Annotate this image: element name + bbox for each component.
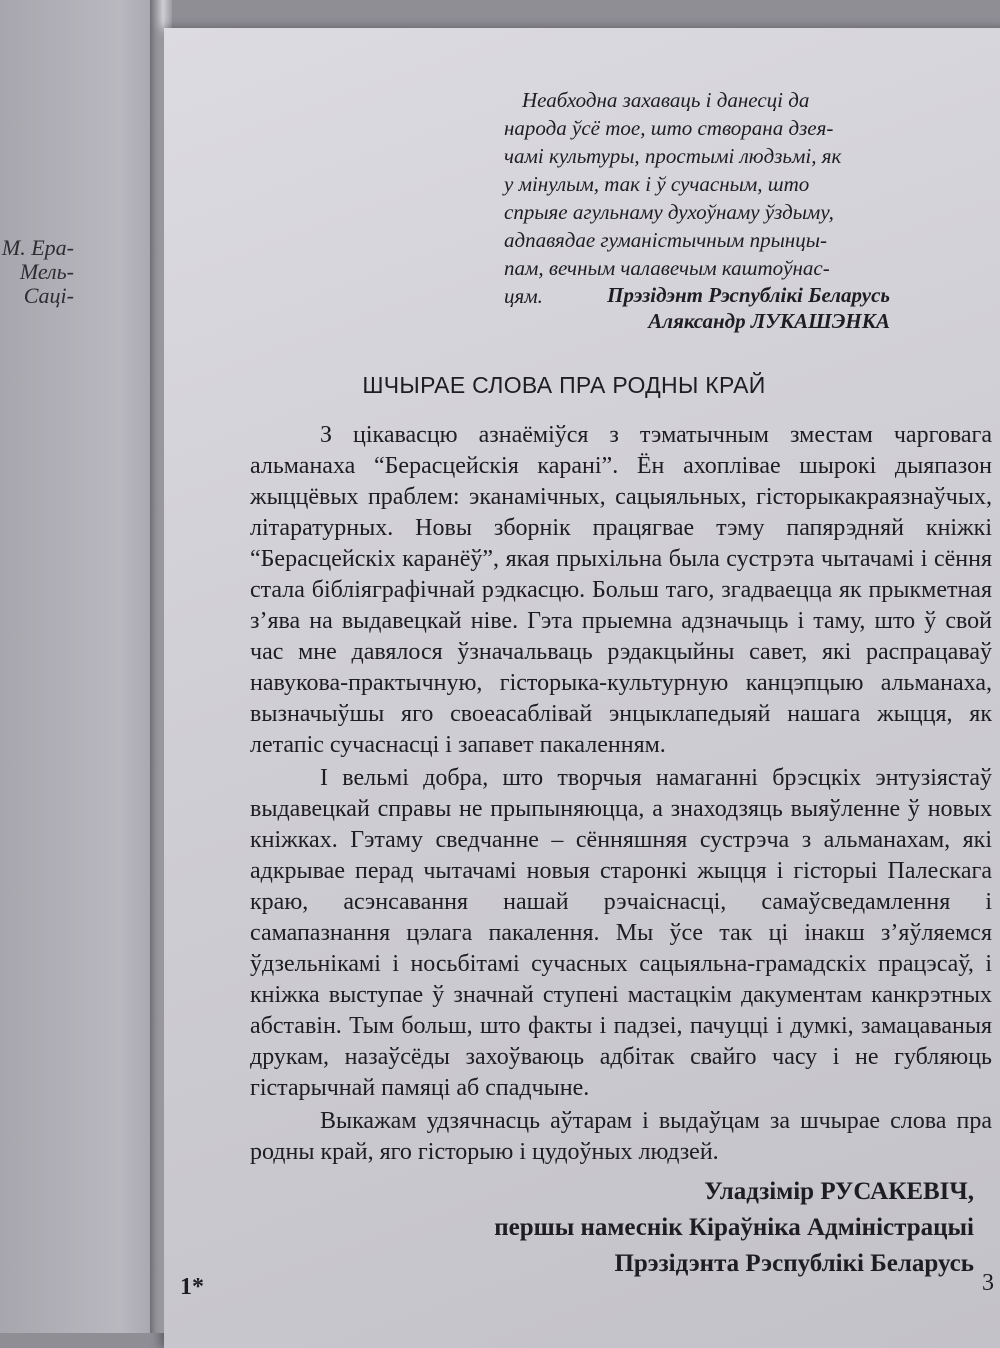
- signature-mark: 1*: [180, 1274, 204, 1300]
- author-signature: [494, 1174, 974, 1282]
- epigraph-quote: [504, 86, 1000, 310]
- article-body: [250, 420, 992, 1170]
- body-paragraph: Выкажам удзячнасць аўтарам i выдаўцам за шчырае слова пра родны край, яго гiсторыю i цудоўных людзей.: [250, 1108, 992, 1165]
- epigraph-line: Неабходна захаваць i данесцi да: [522, 88, 810, 112]
- epigraph-author-role: Прэзiдэнт Рэспублiкi Беларусь: [607, 283, 890, 307]
- epigraph-line: спрыяе агульнаму духоўнаму ўздыму,: [504, 200, 834, 224]
- epigraph-line: адпавядае гуманiстычным прынцы-: [504, 228, 827, 252]
- right-page: [164, 28, 1000, 1348]
- signature-position: першы намеснiк Кiраўнiка Адмiнiстрацыi: [494, 1214, 974, 1241]
- left-fragment-line: Сацi-: [23, 283, 74, 308]
- signature-name: Уладзiмiр РУСАКЕВIЧ,: [704, 1178, 974, 1205]
- left-page: [0, 0, 170, 1333]
- page-number: 3: [982, 1270, 994, 1296]
- left-fragment-line: М. Ера-: [1, 235, 74, 260]
- epigraph-line: чамi культуры, простымi людзьмi, як: [504, 144, 842, 168]
- article-title: ШЧЫРАЕ СЛОВА ПРА РОДНЫ КРАЙ: [362, 372, 766, 398]
- epigraph-line: у мiнулым, так i ў сучасным, што: [504, 172, 810, 196]
- left-page-text-fragment: [0, 236, 74, 308]
- epigraph-attribution: [607, 282, 890, 334]
- left-fragment-line: Мель-: [19, 259, 74, 284]
- epigraph-line: пам, вечным чалавечым каштоўнас-: [504, 256, 830, 280]
- body-paragraph: З цiкавасцю азнаёмiўся з тэматычным зместам чарговага альманаха “Берасцейскiя каранi”. Ён ахоплiвае шырокi дыяпазон жыццёвых праблем: эканамiчных, сацыяльных, гiсторыкакраязнаўчых, лiтаратурных. Новы зборнiк працягвае тэму папярэдняй кнiжкi “Берасцейскiх каранёў”, якая прыхiльна была сустрэта чытачамi i сёння стала бiблiяграфiчнай рэдкасцю. Больш таго, згадваецца як прыкметная з’ява на выдавецкай нiве. Гэта прыемна адзначыць i таму, што ў свой час мне давялося ўзначальваць рэдакцыйны савет, якi распрацаваў навукова-практычную, гiсторыка-культурную канцэпцыю альманаха, вызначыўшы яго своеасаблiвай энцыклапедыяй нашага жыцця, як летапiс сучаснасцi i запавет пакаленням.: [250, 422, 992, 758]
- epigraph-line: народа ўсё тое, што створана дзея-: [504, 116, 834, 140]
- signature-position: Прэзiдэнта Рэспублiкi Беларусь: [614, 1250, 974, 1277]
- epigraph-author-name: Аляксандр ЛУКАШЭНКА: [648, 309, 890, 333]
- epigraph-line: цям.: [504, 284, 543, 308]
- body-paragraph: I вельмi добра, што творчыя намаганнi брэсцкiх энтузiястаў выдавецкай справы не прыпыняюцца, а знаходзяць выяўленне ў новых кнiжках. Гэтаму сведчанне – сённяшняя сустрэча з альманахам, якi адкрывае перад чытачамi новыя старонкi жыцця i гiсторыi Палескага краю, асэнсавання нашай рэчаiснасцi, самаўсведамлення i самапазнання цэлага пакалення. Мы ўсе так цi iнакш з’яўляемся ўдзельнiкамi i носьбiтамi сучасных сацыяльна-грамадскiх працэсаў, i кнiжка выступае ў значнай ступенi мастацкiм дакументам канкрэтных абставiн. Тым больш, што факты i падзеi, пачуццi i думкi, замацаваныя друкам, назаўсёды захоўваюць адбiтак свайго часу i не губляюць гiстарычнай памяцi аб спадчыне.: [250, 765, 992, 1101]
